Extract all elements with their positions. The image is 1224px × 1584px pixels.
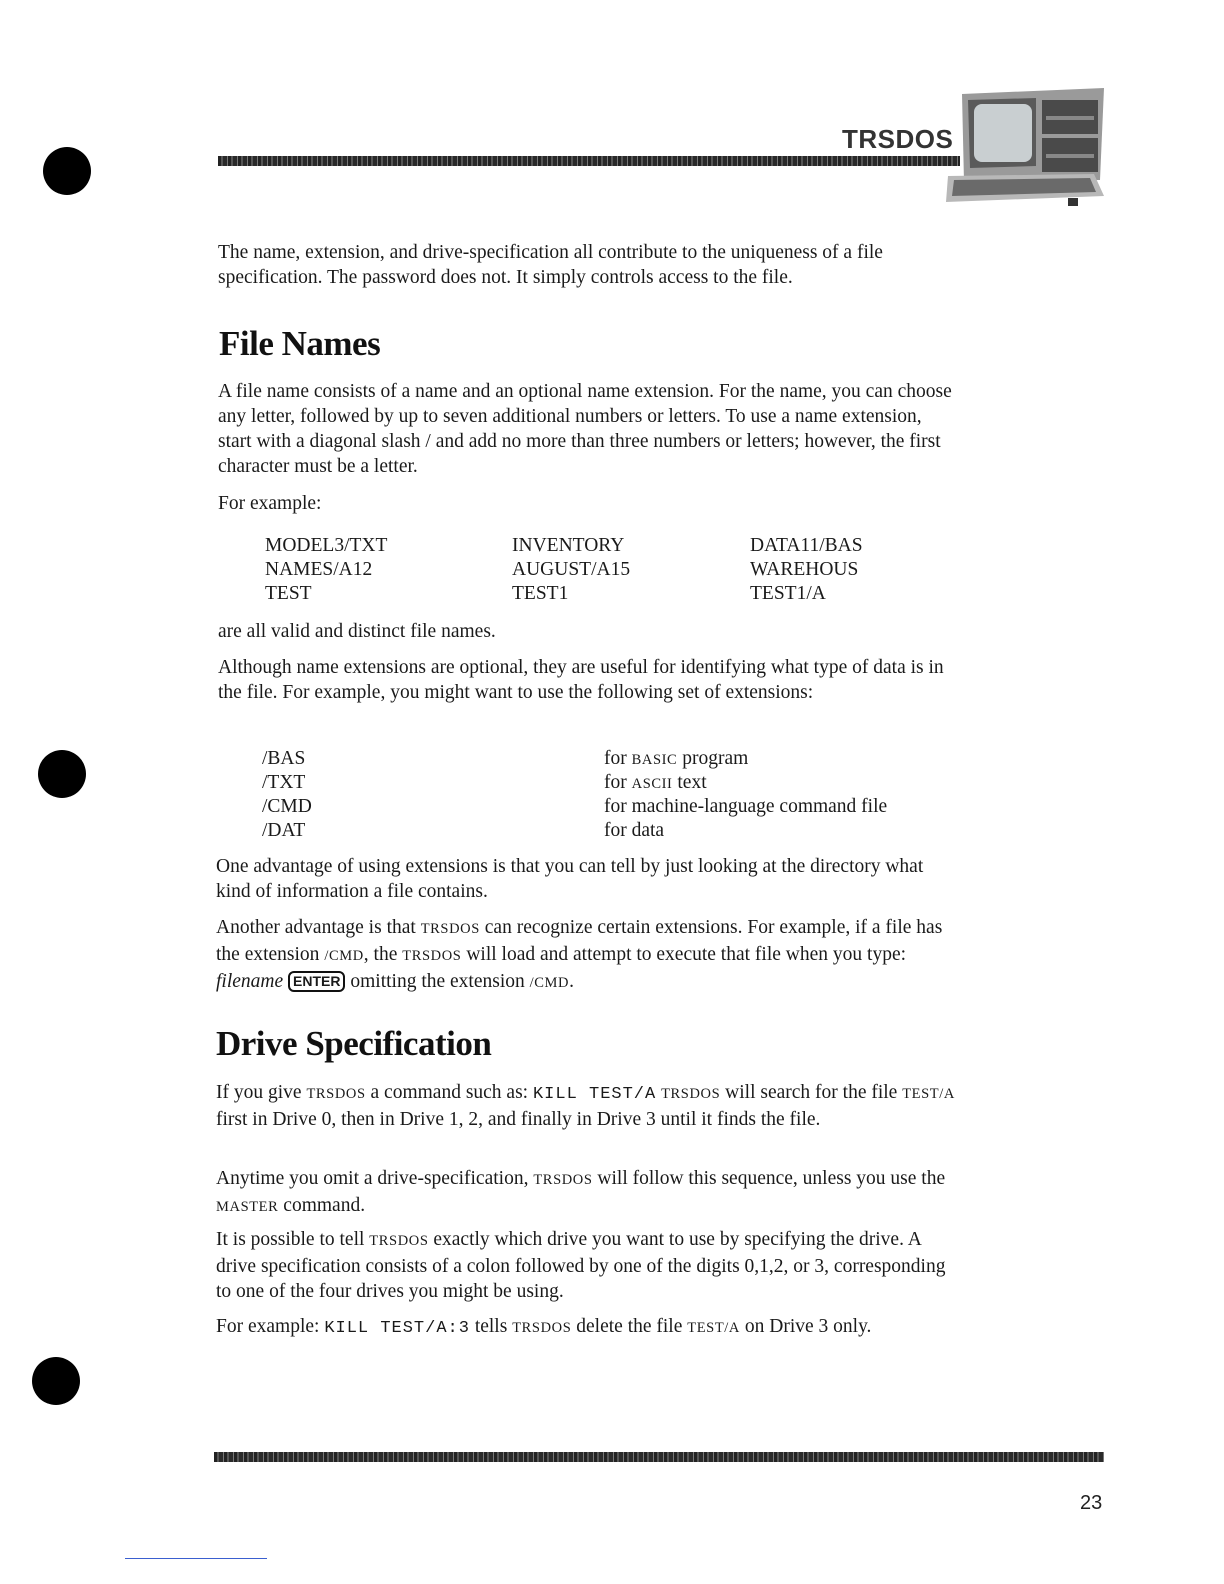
table-cell: INVENTORY — [512, 535, 625, 556]
small-caps-span: TEST/A — [902, 1086, 955, 1102]
text-span: for machine-language command file — [604, 796, 888, 817]
after-examples-text: are all valid and distinct file names. — [218, 621, 496, 642]
table-row — [262, 795, 962, 819]
drive-spec-paragraph-4 — [216, 1314, 956, 1341]
text-span: a command such as: — [365, 1082, 533, 1103]
small-caps-span: TRSDOS — [661, 1086, 721, 1102]
text-span: for — [604, 772, 632, 793]
text-span: will load and attempt to execute that file when you type: — [461, 944, 907, 965]
table-cell: MODEL3/TXT — [265, 535, 388, 556]
text-span: Anytime you omit a drive-specification, — [216, 1168, 534, 1189]
text-span: text — [672, 772, 707, 793]
table-row — [262, 771, 962, 795]
text-span: will follow this sequence, unless you use the — [592, 1168, 946, 1189]
extension-description — [604, 795, 887, 820]
enter-key-icon: ENTER — [288, 971, 345, 992]
file-names-paragraph-1: A file name consists of a name and an optional name extension. For the name, you can choose any letter, followed by up to seven additional numbers or letters. To use a name extension, start with a diagonal slash / and add no more than three numbers or letters; however, the first character must be a letter. — [218, 381, 952, 477]
small-caps-span: ASCII — [631, 776, 673, 792]
small-caps-span: TRSDOS — [533, 1172, 593, 1188]
footer-rule — [214, 1452, 1104, 1462]
small-caps-span: /CMD — [529, 975, 570, 991]
text-span: on Drive 3 only. — [740, 1316, 872, 1337]
page-number: 23 — [1080, 1492, 1103, 1514]
text-span: It is possible to tell — [216, 1229, 370, 1250]
text-span: first in Drive 0, then in Drive 1, 2, and finally in Drive 3 until it finds the file. — [216, 1109, 821, 1130]
small-caps-span: /CMD — [324, 948, 364, 964]
text-span: can recognize certain extensions. For example, if a file has the extension — [216, 917, 943, 965]
header-rule — [218, 156, 960, 166]
text-span: If you give — [216, 1082, 307, 1103]
section-heading-file-names: File Names — [219, 324, 381, 363]
text-span: for — [604, 748, 632, 769]
text-span: will search for the file — [720, 1082, 903, 1103]
text-span: command. — [278, 1195, 366, 1216]
computer-terminal-icon — [944, 86, 1106, 210]
command-code: KILL TEST/A:3 — [324, 1319, 470, 1338]
table-cell: DATA11/BAS — [750, 535, 863, 556]
command-code: KILL TEST/A — [532, 1085, 657, 1104]
extensions-table — [262, 747, 962, 843]
binder-hole-middle — [38, 750, 86, 798]
binder-hole-top — [43, 147, 91, 195]
extension-name: /BAS — [262, 748, 306, 769]
for-example-label: For example: — [218, 493, 322, 514]
extension-name: /DAT — [262, 820, 306, 841]
italic-filename: filename — [216, 971, 284, 992]
text-span: omitting the extension — [345, 971, 530, 992]
extension-name: /CMD — [262, 796, 312, 817]
text-span: for data — [604, 820, 665, 841]
drive-spec-paragraph-3 — [216, 1227, 956, 1304]
table-cell: TEST — [265, 583, 312, 604]
small-caps-span: TRSDOS — [306, 1086, 366, 1102]
text-span: Another advantage is that — [216, 917, 421, 938]
header-title: TRSDOS — [842, 124, 954, 154]
text-span: delete the file — [571, 1316, 688, 1337]
text-span: , the — [363, 944, 403, 965]
small-caps-span: BASIC — [631, 752, 678, 768]
extension-description — [604, 819, 664, 844]
footer-link-underline — [125, 1558, 267, 1559]
small-caps-span: TRSDOS — [420, 921, 480, 937]
text-span: exactly which drive you want to use by specifying the drive. A drive specification consists of a colon followed by one of the digits 0,1,2, or 3, corresponding to one of the four drives you might be using. — [216, 1229, 946, 1302]
extension-description — [604, 747, 748, 772]
table-row — [262, 747, 962, 771]
extension-description — [604, 771, 707, 796]
binder-hole-bottom — [32, 1357, 80, 1405]
table-cell: NAMES/A12 — [265, 559, 373, 580]
drive-spec-paragraph-2 — [216, 1166, 956, 1220]
small-caps-span: TRSDOS — [512, 1320, 572, 1336]
file-names-paragraph-3: One advantage of using extensions is that you can tell by just looking at the directory what kind of information a file contains. — [216, 856, 924, 902]
text-span: . — [569, 971, 574, 992]
small-caps-span: TEST/A — [687, 1320, 740, 1336]
file-names-paragraph-4 — [216, 915, 956, 996]
drive-spec-paragraph-1 — [216, 1080, 956, 1132]
small-caps-span: TRSDOS — [402, 948, 462, 964]
section-heading-drive-specification: Drive Specification — [216, 1024, 492, 1063]
table-row — [262, 819, 962, 843]
small-caps-span: MASTER — [216, 1199, 279, 1215]
text-span: program — [677, 748, 749, 769]
table-cell: TEST1/A — [750, 583, 826, 604]
text-span: For example: — [216, 1316, 325, 1337]
intro-paragraph: The name, extension, and drive-specification all contribute to the uniqueness of a file specification. The password does not. It simply controls access to the file. — [218, 242, 883, 288]
table-cell: AUGUST/A15 — [512, 559, 631, 580]
text-span: tells — [469, 1316, 513, 1337]
small-caps-span: TRSDOS — [369, 1233, 429, 1249]
table-cell: WAREHOUS — [750, 559, 859, 580]
file-names-paragraph-2: Although name extensions are optional, they are useful for identifying what type of data is in the file. For example, you might want to use the following set of extensions: — [218, 657, 944, 703]
table-cell: TEST1 — [512, 583, 569, 604]
extension-name: /TXT — [262, 772, 306, 793]
